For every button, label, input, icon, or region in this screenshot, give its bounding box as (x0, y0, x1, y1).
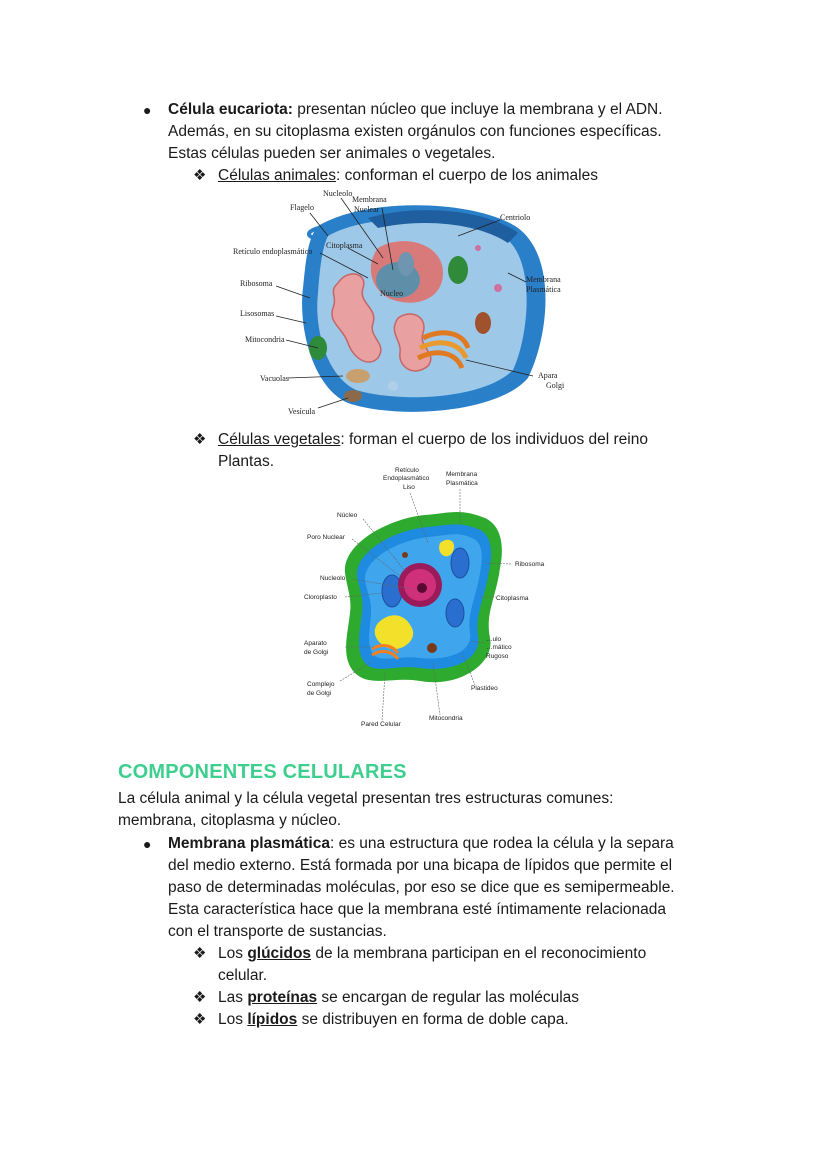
plant-cell-term: Células vegetales (218, 431, 341, 448)
label-ribosoma: Ribosoma (515, 561, 545, 568)
label-mitocondria: Mitocondria (429, 715, 463, 722)
label-ret-liso-2: Endoplasmático (383, 475, 430, 482)
label-vacuolas: Vacuolas (260, 374, 289, 383)
diamond-bullet: ❖ (193, 989, 207, 1006)
label-centriolo: Centriolo (500, 213, 531, 222)
label-ret-rug-3: Rugoso (486, 653, 509, 660)
animal-cell-line (218, 165, 598, 187)
label-memb-2: Plasmática (446, 480, 478, 487)
label-aparato-1: Aparato (304, 640, 327, 647)
membrane-text: : es una estructura que rodea la célula y la separa (329, 835, 674, 852)
lipidos-line (218, 1009, 569, 1031)
proteinas-post: se encargan de regular las moléculas (317, 989, 580, 1006)
glucidos-line2: celular. (218, 967, 268, 984)
membrane-line2: del medio externo. Está formada por una bicapa de lípidos que permite el (168, 857, 673, 874)
intro-line2: membrana, citoplasma y núcleo. (118, 812, 342, 829)
lipidos-post: se distribuyen en forma de doble capa. (297, 1011, 569, 1028)
diamond-bullet: ❖ (193, 167, 207, 184)
label-complejo-2: de Golgi (307, 690, 332, 697)
animal-cell-term: Células animales (218, 167, 337, 184)
lipidos-pre: Los (218, 1011, 248, 1028)
label-mitocondria: Mitocondria (245, 335, 285, 344)
label-memb-1: Membrana (446, 471, 478, 478)
eukaryote-line1 (168, 99, 663, 121)
label-membrana-nuclear-2: Nuclear (354, 205, 380, 214)
label-aparato-2: Golgi (546, 381, 565, 390)
eukaryote-text: presentan núcleo que incluye la membrana y el ADN. (297, 101, 663, 118)
membrane-line5: con el transporte de sustancias. (168, 923, 387, 940)
label-lisosomas: Lisosomas (240, 309, 275, 318)
label-nucleo: Núcleo (337, 512, 358, 519)
label-cloroplasto: Cloroplasto (304, 594, 337, 601)
label-aparato-2: de Golgi (304, 649, 329, 656)
eukaryote-term: Célula eucariota: (168, 101, 293, 118)
diamond-bullet: ❖ (193, 1011, 207, 1028)
label-ret-rug-1: …ulo (486, 636, 502, 643)
label-nucleolo: Nucleolo (320, 575, 346, 582)
plant-cell-line2: Plantas. (218, 453, 275, 470)
animal-cell-text: : conforman el cuerpo de los animales (336, 167, 598, 184)
label-membrana-plasmatica-2: Plasmática (526, 285, 561, 294)
label-plastideo: Plastideo (471, 685, 498, 692)
label-nucleo: Nucleo (380, 289, 404, 298)
label-citoplasma: Citoplasma (326, 241, 363, 250)
label-citoplasma: Citoplasma (496, 595, 529, 602)
label-ret-liso-1: Retículo (395, 467, 419, 474)
eukaryote-line3: Estas células pueden ser animales o vegetales. (168, 145, 496, 162)
label-ret-liso-3: Liso (403, 484, 415, 491)
membrane-term: Membrana plasmática (168, 835, 330, 852)
plant-cell-line (218, 429, 648, 451)
diamond-bullet: ❖ (193, 945, 207, 962)
bullet: ● (143, 102, 152, 118)
glucidos-line (218, 943, 646, 965)
label-poro: Poro Nuclear (307, 534, 345, 541)
glucidos-pre: Los (218, 945, 248, 962)
lipidos-term: lípidos (247, 1011, 298, 1028)
label-pared: Pared Celular (361, 721, 401, 728)
section-heading: COMPONENTES CELULARES (118, 761, 407, 783)
plant-cell-text: : forman el cuerpo de los individuos del reino (340, 431, 648, 448)
label-ret-rug-2: …mático (486, 644, 512, 651)
label-membrana-nuclear-1: Membrana (352, 195, 387, 204)
label-nucleolo: Nucleolo (323, 189, 353, 198)
label-vesicula: Vesícula (288, 407, 316, 416)
mitochondrion (448, 256, 468, 284)
proteinas-pre: Las (218, 989, 248, 1006)
diamond-bullet: ❖ (193, 431, 207, 448)
proteinas-term: proteínas (247, 989, 318, 1006)
eukaryote-line2: Además, en su citoplasma existen orgánulos con funciones específicas. (168, 123, 662, 140)
animal-cell-diagram (228, 188, 583, 423)
label-aparato-1: Apara (538, 371, 558, 380)
membrane-line1 (168, 833, 674, 855)
glucidos-post: de la membrana participan en el reconocimiento (311, 945, 647, 962)
membrane-line3: paso de determinadas moléculas, por eso se dice que es semipermeable. (168, 879, 675, 896)
label-complejo-1: Complejo (307, 681, 335, 688)
plant-cell-diagram (300, 463, 545, 731)
label-membrana-plasmatica-1: Membrana (526, 275, 561, 284)
bullet: ● (143, 836, 152, 852)
label-reticulo: Retículo endoplasmático (233, 247, 313, 256)
membrane-line4: Esta característica hace que la membrana esté íntimamente relacionada (168, 901, 666, 918)
intro-line1: La célula animal y la célula vegetal presentan tres estructuras comunes: (118, 790, 614, 807)
proteinas-line (218, 987, 579, 1009)
label-flagelo: Flagelo (290, 203, 314, 212)
label-ribosoma: Ribosoma (240, 279, 273, 288)
glucidos-term: glúcidos (247, 945, 312, 962)
